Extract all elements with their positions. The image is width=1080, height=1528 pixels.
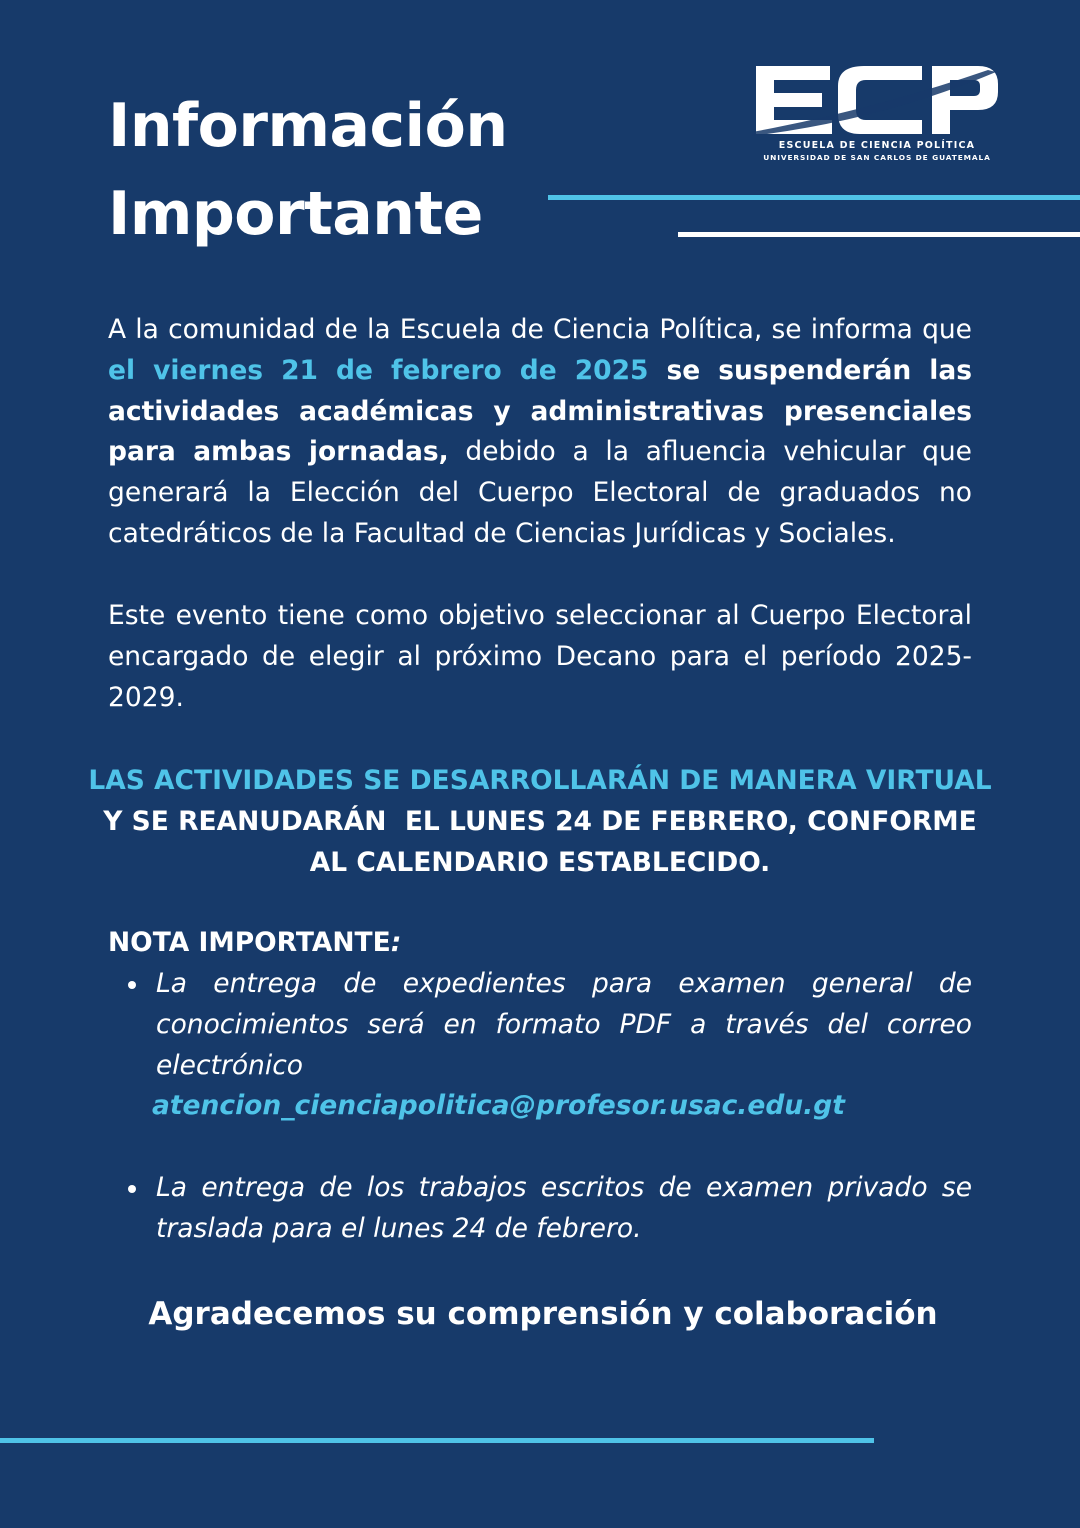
note-item-1-text: La entrega de expedientes para examen general de conocimientos será en formato PDF a través del correo electrónico bbox=[156, 968, 972, 1081]
bullet-icon bbox=[128, 1185, 136, 1193]
suspension-date: el viernes 21 de febrero de 2025 bbox=[108, 354, 649, 386]
paragraph-event-objective: Este evento tiene como objetivo seleccionar al Cuerpo Electoral encargado de elegir al próximo Decano para el período 2025-2029. bbox=[108, 600, 972, 713]
title-line-2: Importante bbox=[108, 179, 483, 249]
decorative-line-cyan-top bbox=[548, 195, 1080, 200]
announcement-line-1: LAS ACTIVIDADES SE DESARROLLARÁN DE MANERA VIRTUAL bbox=[88, 765, 992, 796]
note-item-2-text: La entrega de los trabajos escritos de examen privado se traslada para el lunes 24 de febrero. bbox=[156, 1172, 972, 1244]
decorative-line-cyan-bottom bbox=[0, 1438, 874, 1443]
title-line-1: Información bbox=[108, 91, 508, 161]
ecp-logo-letters bbox=[752, 62, 1002, 138]
note-list bbox=[152, 964, 972, 1127]
paragraph-intro: A la comunidad de la Escuela de Ciencia Política, se informa que bbox=[108, 314, 972, 345]
list-item bbox=[156, 1168, 972, 1250]
closing-message: Agradecemos su comprensión y colaboración bbox=[148, 1296, 938, 1332]
contact-email-link[interactable]: atencion_cienciapolitica@profesor.usac.edu.gt bbox=[152, 1090, 845, 1122]
logo-subtitle-university: UNIVERSIDAD DE SAN CARLOS DE GUATEMALA bbox=[763, 153, 991, 162]
note-list-2 bbox=[156, 1168, 972, 1250]
bullet-icon bbox=[128, 981, 136, 989]
paragraph-suspension bbox=[108, 310, 972, 555]
virtual-activities-announcement bbox=[60, 760, 1020, 883]
list-item bbox=[152, 964, 972, 1127]
suspension-notice: se suspenderán las actividades académicas y administrativas presenciales para ambas jornadas, bbox=[108, 354, 972, 468]
note-heading: NOTA IMPORTANTE: bbox=[108, 927, 402, 958]
ecp-logo bbox=[752, 62, 1002, 164]
announcement-line-3: AL CALENDARIO ESTABLECIDO. bbox=[309, 847, 771, 878]
suspension-reason: debido a la afluencia vehicular que generará la Elección del Cuerpo Electoral de graduados no catedráticos de la Facultad de Ciencias Jurídicas y Sociales. bbox=[108, 436, 972, 549]
announcement-line-2: Y SE REANUDARÁN EL LUNES 24 DE FEBRERO, CONFORME bbox=[103, 806, 977, 837]
page-title bbox=[108, 82, 588, 258]
logo-subtitle-school: ESCUELA DE CIENCIA POLÍTICA bbox=[778, 140, 976, 151]
decorative-line-white-top bbox=[678, 232, 1080, 237]
